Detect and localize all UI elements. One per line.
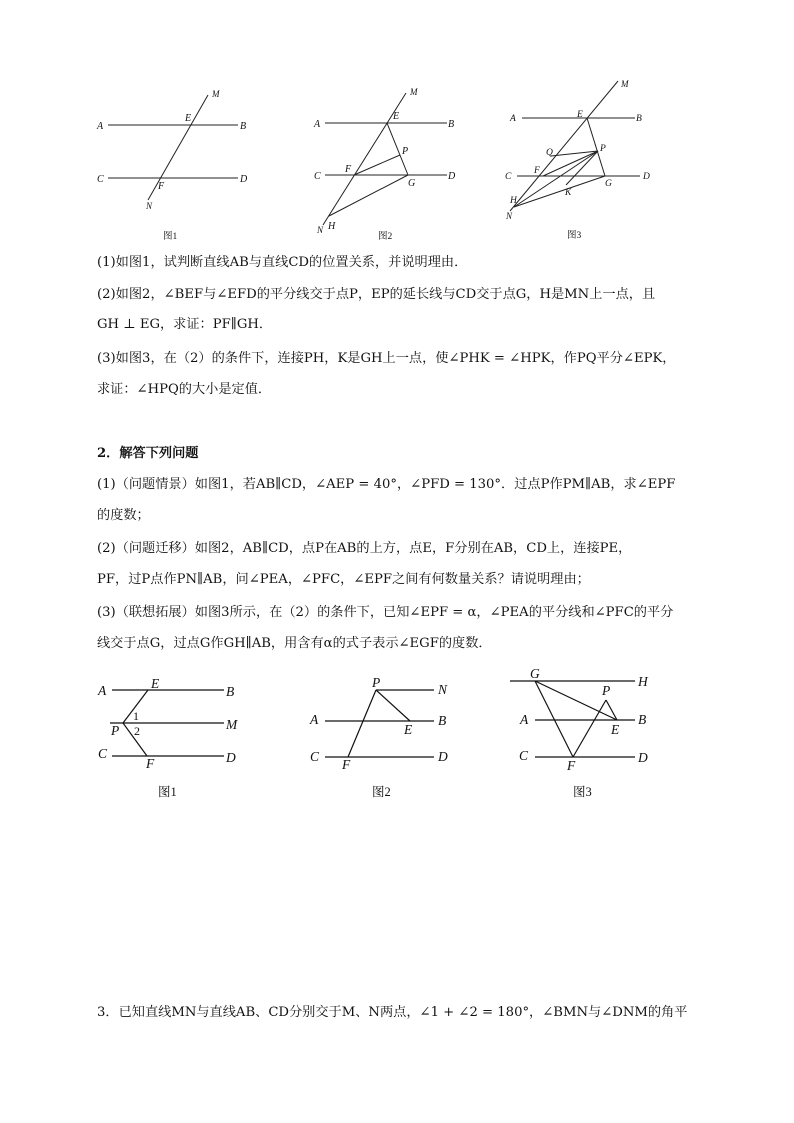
problem2-q1-line1: (1)（问题情景）如图1，若AB∥CD，∠AEP = 40°，∠PFD = 130°．过点P作PM∥AB，求∠EPF bbox=[97, 477, 676, 492]
label-n: N bbox=[506, 211, 513, 221]
line-hg bbox=[329, 175, 408, 216]
label-a: A bbox=[310, 712, 319, 727]
label-f: F bbox=[534, 166, 540, 176]
label-d: D bbox=[240, 174, 248, 185]
angle-1-label: 1 bbox=[133, 709, 139, 723]
label-h: H bbox=[510, 196, 517, 206]
label-b: B bbox=[226, 684, 235, 699]
label-d: D bbox=[226, 750, 236, 765]
label-d: D bbox=[438, 749, 448, 764]
label-q: Q bbox=[546, 148, 553, 158]
label-p: P bbox=[402, 146, 409, 157]
figure-2-3-svg bbox=[505, 662, 675, 802]
problem1-q1: (1)如图1，试判断直线AB与直线CD的位置关系，并说明理由． bbox=[97, 255, 468, 270]
figure-2-1-svg bbox=[92, 672, 262, 802]
problem1-q2-line1: (2)如图2，∠BEF与∠EFD的平分线交于点P，EP的延长线与CD交于点G，H是MN上一点，且 bbox=[97, 287, 656, 302]
figure-caption: 图2 bbox=[378, 232, 393, 242]
label-n: N bbox=[438, 682, 448, 697]
label-f: F bbox=[158, 181, 165, 192]
label-p: P bbox=[602, 683, 611, 698]
label-g: G bbox=[605, 179, 612, 189]
label-e: E bbox=[151, 676, 160, 691]
problem2-q3-line2: 线交于点G，过点G作GH∥AB，用含有α的式子表示∠EGF的度数． bbox=[97, 636, 492, 651]
label-c: C bbox=[519, 748, 529, 763]
problem2-q3-line1: (3)（联想拓展）如图3所示，在（2）的条件下，已知∠EPF = α，∠PEA的平分线和∠PFC的平分 bbox=[97, 605, 674, 620]
label-c: C bbox=[505, 172, 512, 182]
figure-1-1 bbox=[90, 85, 260, 245]
label-b: B bbox=[638, 712, 647, 727]
label-f: F bbox=[567, 758, 576, 773]
figure-caption: 图3 bbox=[567, 231, 582, 241]
label-f: F bbox=[342, 757, 351, 772]
label-c: C bbox=[310, 749, 320, 764]
figure-1-2 bbox=[305, 85, 470, 245]
figure-caption: 图1 bbox=[158, 785, 177, 799]
label-g: G bbox=[408, 178, 416, 189]
label-e: E bbox=[577, 110, 583, 120]
label-a: A bbox=[520, 712, 529, 727]
figure-1-1-svg bbox=[90, 85, 260, 245]
label-d: D bbox=[448, 171, 456, 182]
line-pf bbox=[348, 690, 376, 757]
problem1-q3-line2: 求证：∠HPQ的大小是定值． bbox=[97, 382, 272, 397]
label-f: F bbox=[146, 756, 155, 771]
problem2-title: 2．解答下列问题 bbox=[97, 446, 199, 461]
line-pe bbox=[376, 690, 410, 721]
figure-caption: 图3 bbox=[573, 785, 592, 799]
angle-2-label: 2 bbox=[134, 724, 140, 738]
label-c: C bbox=[314, 171, 321, 182]
label-a: A bbox=[314, 119, 321, 130]
label-a: A bbox=[97, 121, 104, 132]
label-e: E bbox=[393, 111, 400, 122]
problem2-q2-line2: PF，过P点作PN∥AB，问∠PEA，∠PFC，∠EPF之间有何数量关系？请说明理由； bbox=[97, 572, 590, 587]
figure-caption: 图2 bbox=[372, 785, 391, 799]
label-p: P bbox=[111, 723, 120, 738]
label-k: K bbox=[565, 188, 572, 198]
problem2-q2-line1: (2)（问题迁移）如图2，AB∥CD，点P在AB的上方，点E，F分别在AB，CD上，连接PE， bbox=[97, 541, 632, 556]
label-c: C bbox=[97, 174, 104, 185]
label-e: E bbox=[611, 722, 620, 737]
figure-1-3 bbox=[500, 75, 670, 245]
label-n: N bbox=[146, 201, 153, 211]
problem2-q1-line2: 的度数； bbox=[97, 508, 150, 523]
figure-1-3-svg bbox=[500, 75, 670, 245]
label-m: M bbox=[226, 717, 238, 732]
label-h: H bbox=[638, 674, 648, 689]
figure-caption: 图1 bbox=[163, 232, 178, 242]
label-p: P bbox=[372, 675, 381, 690]
label-a: A bbox=[98, 683, 107, 698]
label-d: D bbox=[643, 172, 650, 182]
label-b: B bbox=[448, 119, 455, 130]
label-e: E bbox=[185, 113, 192, 124]
line-fp bbox=[573, 700, 606, 757]
figure-2-2-svg bbox=[300, 672, 470, 802]
label-m: M bbox=[410, 87, 418, 97]
figure-2-2 bbox=[300, 672, 470, 802]
problem1-q3-line1: (3)如图3，在（2）的条件下，连接PH，K是GH上一点，使∠PHK = ∠HPK，作PQ平分∠EPK， bbox=[97, 351, 676, 366]
label-a: A bbox=[510, 114, 516, 124]
figure-2-3 bbox=[505, 662, 675, 802]
line-mn bbox=[148, 95, 208, 200]
label-b: B bbox=[240, 121, 247, 132]
label-h: H bbox=[328, 221, 336, 232]
label-e: E bbox=[404, 722, 413, 737]
problem3-line1: 3．已知直线MN与直线AB、CD分别交于M、N两点，∠1 + ∠2 = 180°，∠BMN与∠DNM的角平 bbox=[97, 1005, 688, 1020]
label-b: B bbox=[636, 114, 642, 124]
label-d: D bbox=[638, 750, 648, 765]
label-g: G bbox=[530, 666, 540, 681]
line-hp bbox=[514, 151, 598, 207]
figure-2-1 bbox=[92, 672, 262, 802]
label-c: C bbox=[98, 746, 108, 761]
label-m: M bbox=[621, 79, 629, 89]
problem1-q2-line2: GH ⊥ EG，求证：PF∥GH． bbox=[97, 317, 273, 332]
line-hg bbox=[514, 176, 605, 207]
label-p: P bbox=[600, 144, 606, 154]
line-gf bbox=[535, 681, 573, 757]
label-n: N bbox=[317, 225, 324, 235]
label-b: B bbox=[438, 713, 447, 728]
figure-1-2-svg bbox=[305, 85, 470, 245]
label-f: F bbox=[345, 164, 352, 175]
label-m: M bbox=[212, 89, 220, 99]
